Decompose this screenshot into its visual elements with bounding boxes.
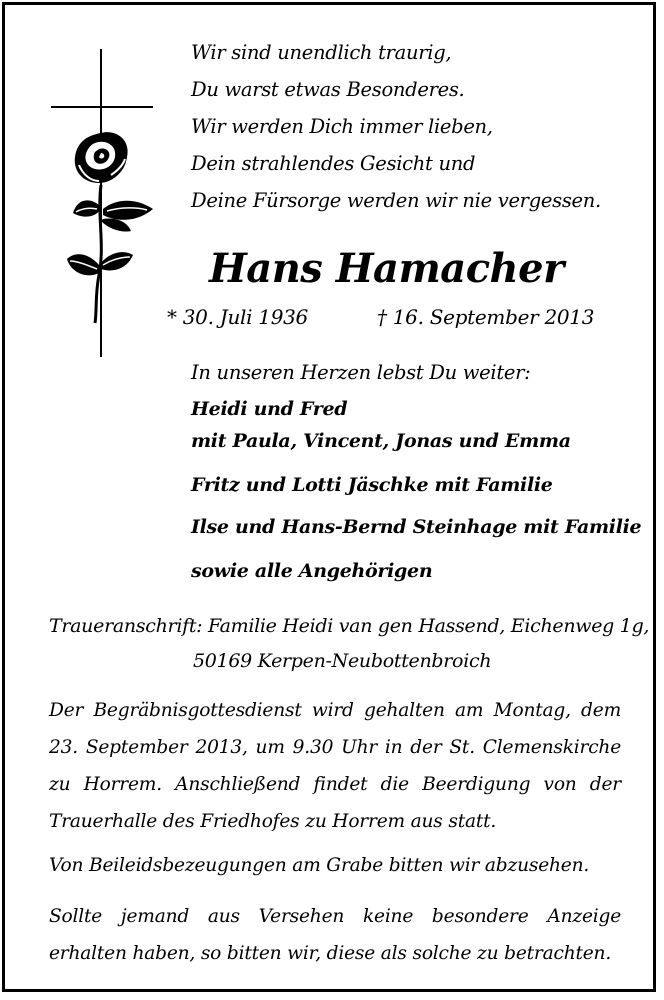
service-paragraph: Der Begräbnisgottesdienst wird gehalten am Montag, dem 23. September 2013, um 9.30 Uhr in der St. Clemenskirche zu Horrem. Anschließend findet die Beerdigung von der Trauerhalle des Friedhofes zu Horrem aus statt. [49,700,621,832]
poem-line: Wir werden Dich immer lieben, [191,115,493,138]
death-date: † 16. September 2013 [377,305,595,329]
cross-crossbar [51,106,153,108]
poem-line: Deine Fürsorge werden wir nie vergessen. [191,189,601,212]
condolence-paragraph: Von Beileidsbezeugungen am Grabe bitten wir abzusehen. [49,855,590,876]
mourner-family: mit Paula, Vincent, Jonas und Emma [191,430,571,452]
mourner-family: Fritz und Lotti Jäschke mit Familie [191,474,553,496]
rose-icon [45,125,157,325]
address-city: 50169 Kerpen-Neubottenbroich [193,650,492,672]
deceased-name: Hans Hamacher [209,245,564,292]
poem-line: Du warst etwas Besonderes. [191,78,465,101]
poem-line: Wir sind unendlich traurig, [191,41,452,64]
address-line: Traueranschrift: Familie Heidi van gen Hassend, Eichenweg 1g, [49,615,650,637]
mourner-family: sowie alle Angehörigen [191,560,433,582]
birth-date: * 30. Juli 1936 [167,305,308,329]
mourner-family: Ilse und Hans-Bernd Steinhage mit Familie [191,516,642,538]
obituary-notice [2,2,656,992]
poem-line: Dein strahlendes Gesicht und [191,152,476,175]
mourners-intro: In unseren Herzen lebst Du weiter: [191,361,531,384]
closing-paragraph: Sollte jemand aus Versehen keine besondere Anzeige erhalten haben, so bitten wir, diese als solche zu betrachten. [49,906,621,964]
mourner-family: Heidi und Fred [191,398,348,420]
